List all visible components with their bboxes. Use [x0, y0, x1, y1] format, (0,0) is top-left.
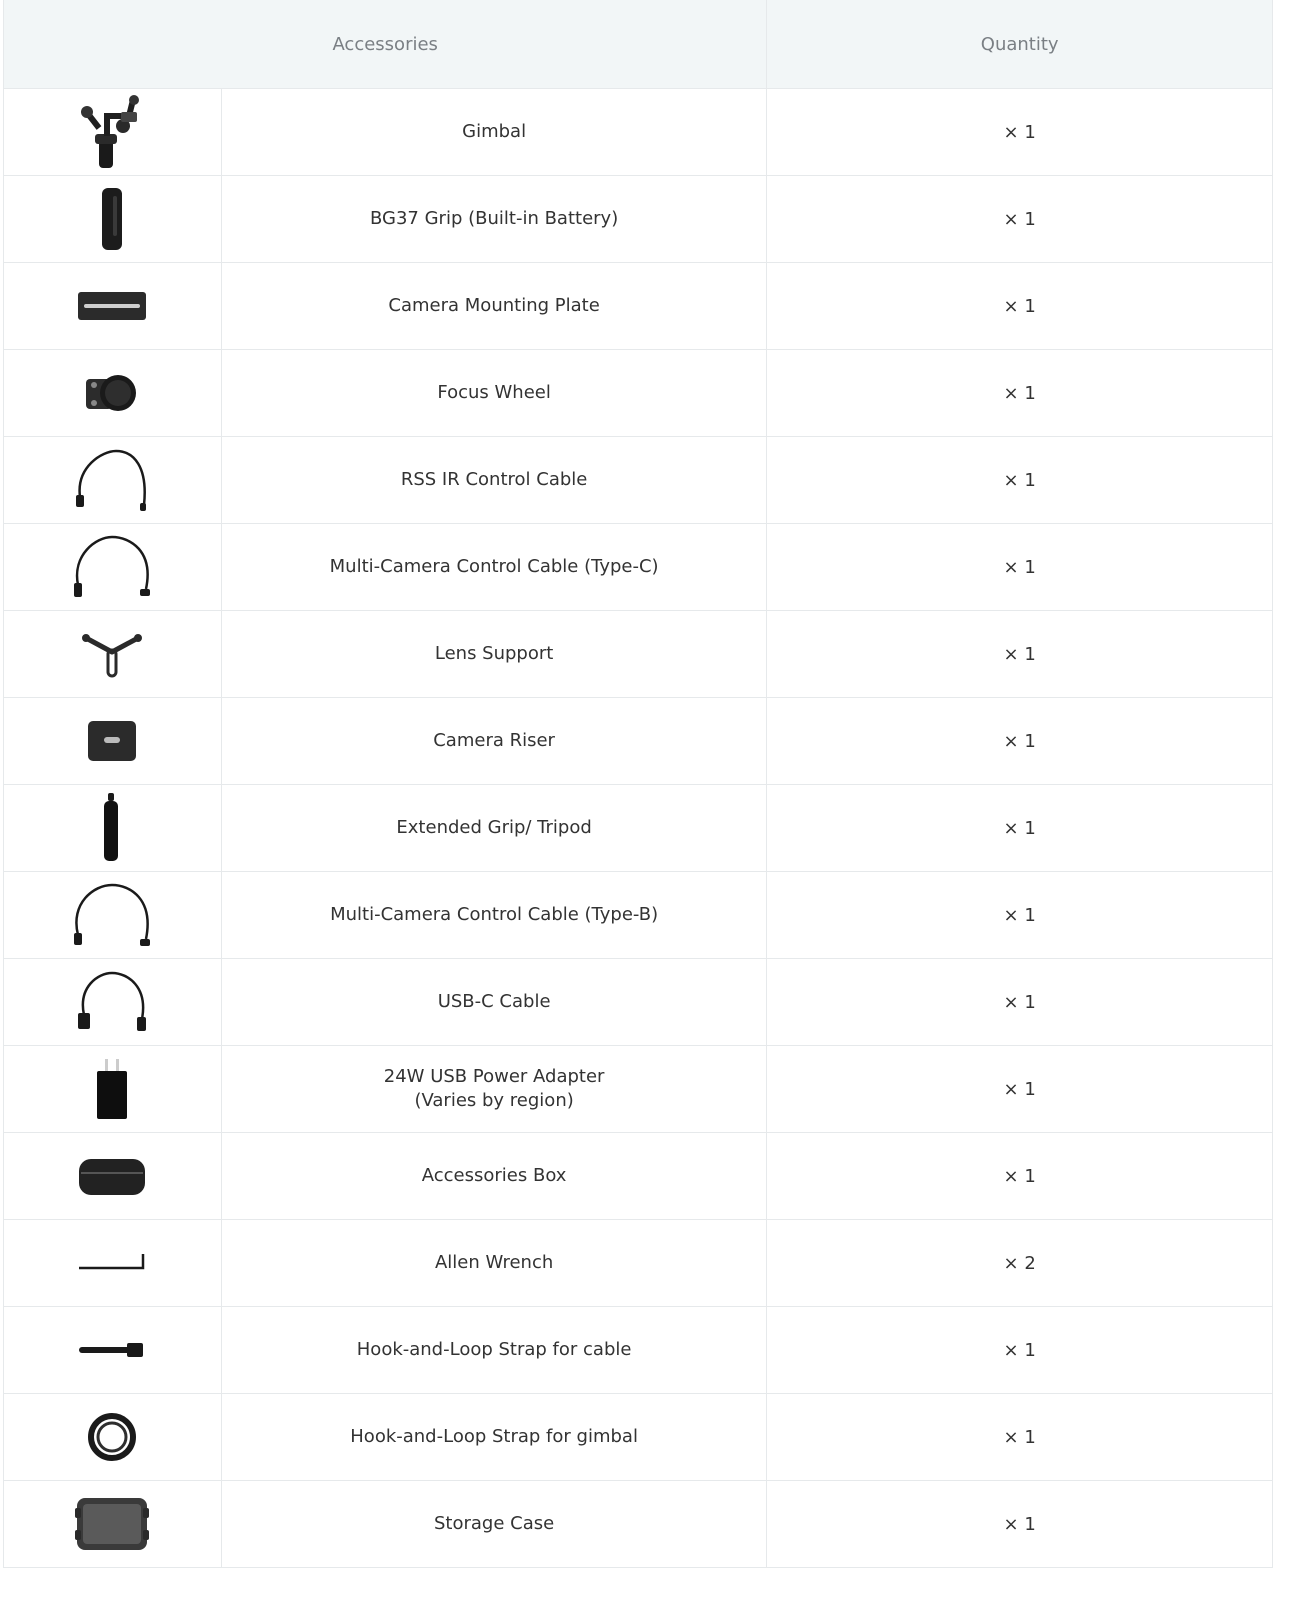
item-name: Storage Case	[222, 1481, 768, 1567]
cable-icon	[70, 881, 154, 949]
item-name: Camera Riser	[222, 698, 768, 784]
item-name: Accessories Box	[222, 1133, 768, 1219]
table-row	[4, 89, 1273, 176]
tripod-icon	[100, 793, 124, 863]
item-name: Allen Wrench	[222, 1220, 768, 1306]
item-quantity: × 1	[767, 1133, 1273, 1219]
item-name: Focus Wheel	[222, 350, 768, 436]
table-row	[4, 437, 1273, 524]
item-name: Multi-Camera Control Cable (Type-C)	[222, 524, 768, 610]
item-quantity: × 2	[767, 1220, 1273, 1306]
table-row	[4, 1220, 1273, 1307]
table-row	[4, 1133, 1273, 1220]
item-name: 24W USB Power Adapter (Varies by region)	[222, 1046, 768, 1132]
focus-wheel-icon	[84, 373, 140, 413]
item-quantity: × 1	[767, 89, 1273, 175]
item-name: Multi-Camera Control Cable (Type-B)	[222, 872, 768, 958]
table-row	[4, 785, 1273, 872]
item-name: RSS IR Control Cable	[222, 437, 768, 523]
gimbal-icon	[77, 94, 147, 170]
item-name: Hook-and-Loop Strap for gimbal	[222, 1394, 768, 1480]
item-quantity: × 1	[767, 872, 1273, 958]
item-quantity: × 1	[767, 698, 1273, 784]
table-row	[4, 1307, 1273, 1394]
accessories-box-icon	[77, 1155, 147, 1197]
table-row	[4, 1394, 1273, 1481]
table-header	[4, 0, 1273, 89]
item-quantity: × 1	[767, 1046, 1273, 1132]
item-quantity: × 1	[767, 437, 1273, 523]
mounting-plate-icon	[76, 290, 148, 322]
table-row	[4, 872, 1273, 959]
usb-cable-icon	[72, 969, 152, 1035]
table-row	[4, 1481, 1273, 1568]
lens-support-icon	[80, 630, 144, 678]
accessories-table	[3, 0, 1273, 1568]
strap-gimbal-icon	[84, 1409, 140, 1465]
storage-case-icon	[73, 1494, 151, 1554]
item-quantity: × 1	[767, 1394, 1273, 1480]
item-quantity: × 1	[767, 1307, 1273, 1393]
item-name: Lens Support	[222, 611, 768, 697]
item-quantity: × 1	[767, 611, 1273, 697]
cable-icon	[70, 533, 154, 601]
table-row	[4, 698, 1273, 785]
item-name: BG37 Grip (Built-in Battery)	[222, 176, 768, 262]
item-name: Gimbal	[222, 89, 768, 175]
item-quantity: × 1	[767, 959, 1273, 1045]
table-row	[4, 350, 1273, 437]
item-quantity: × 1	[767, 524, 1273, 610]
item-name: Extended Grip/ Tripod	[222, 785, 768, 871]
power-adapter-icon	[94, 1057, 130, 1121]
item-quantity: × 1	[767, 350, 1273, 436]
table-row	[4, 1046, 1273, 1133]
item-quantity: × 1	[767, 263, 1273, 349]
cable-icon	[72, 447, 152, 513]
header-quantity: Quantity	[767, 0, 1273, 88]
allen-wrench-icon	[77, 1252, 147, 1274]
table-row	[4, 524, 1273, 611]
item-name: Hook-and-Loop Strap for cable	[222, 1307, 768, 1393]
item-name: Camera Mounting Plate	[222, 263, 768, 349]
table-row	[4, 176, 1273, 263]
table-row	[4, 611, 1273, 698]
item-quantity: × 1	[767, 1481, 1273, 1567]
item-quantity: × 1	[767, 176, 1273, 262]
item-quantity: × 1	[767, 785, 1273, 871]
camera-riser-icon	[86, 719, 138, 763]
header-accessories: Accessories	[4, 0, 767, 88]
table-row	[4, 959, 1273, 1046]
grip-battery-icon	[97, 186, 127, 252]
item-name: USB-C Cable	[222, 959, 768, 1045]
strap-cable-icon	[77, 1340, 147, 1360]
table-row	[4, 263, 1273, 350]
